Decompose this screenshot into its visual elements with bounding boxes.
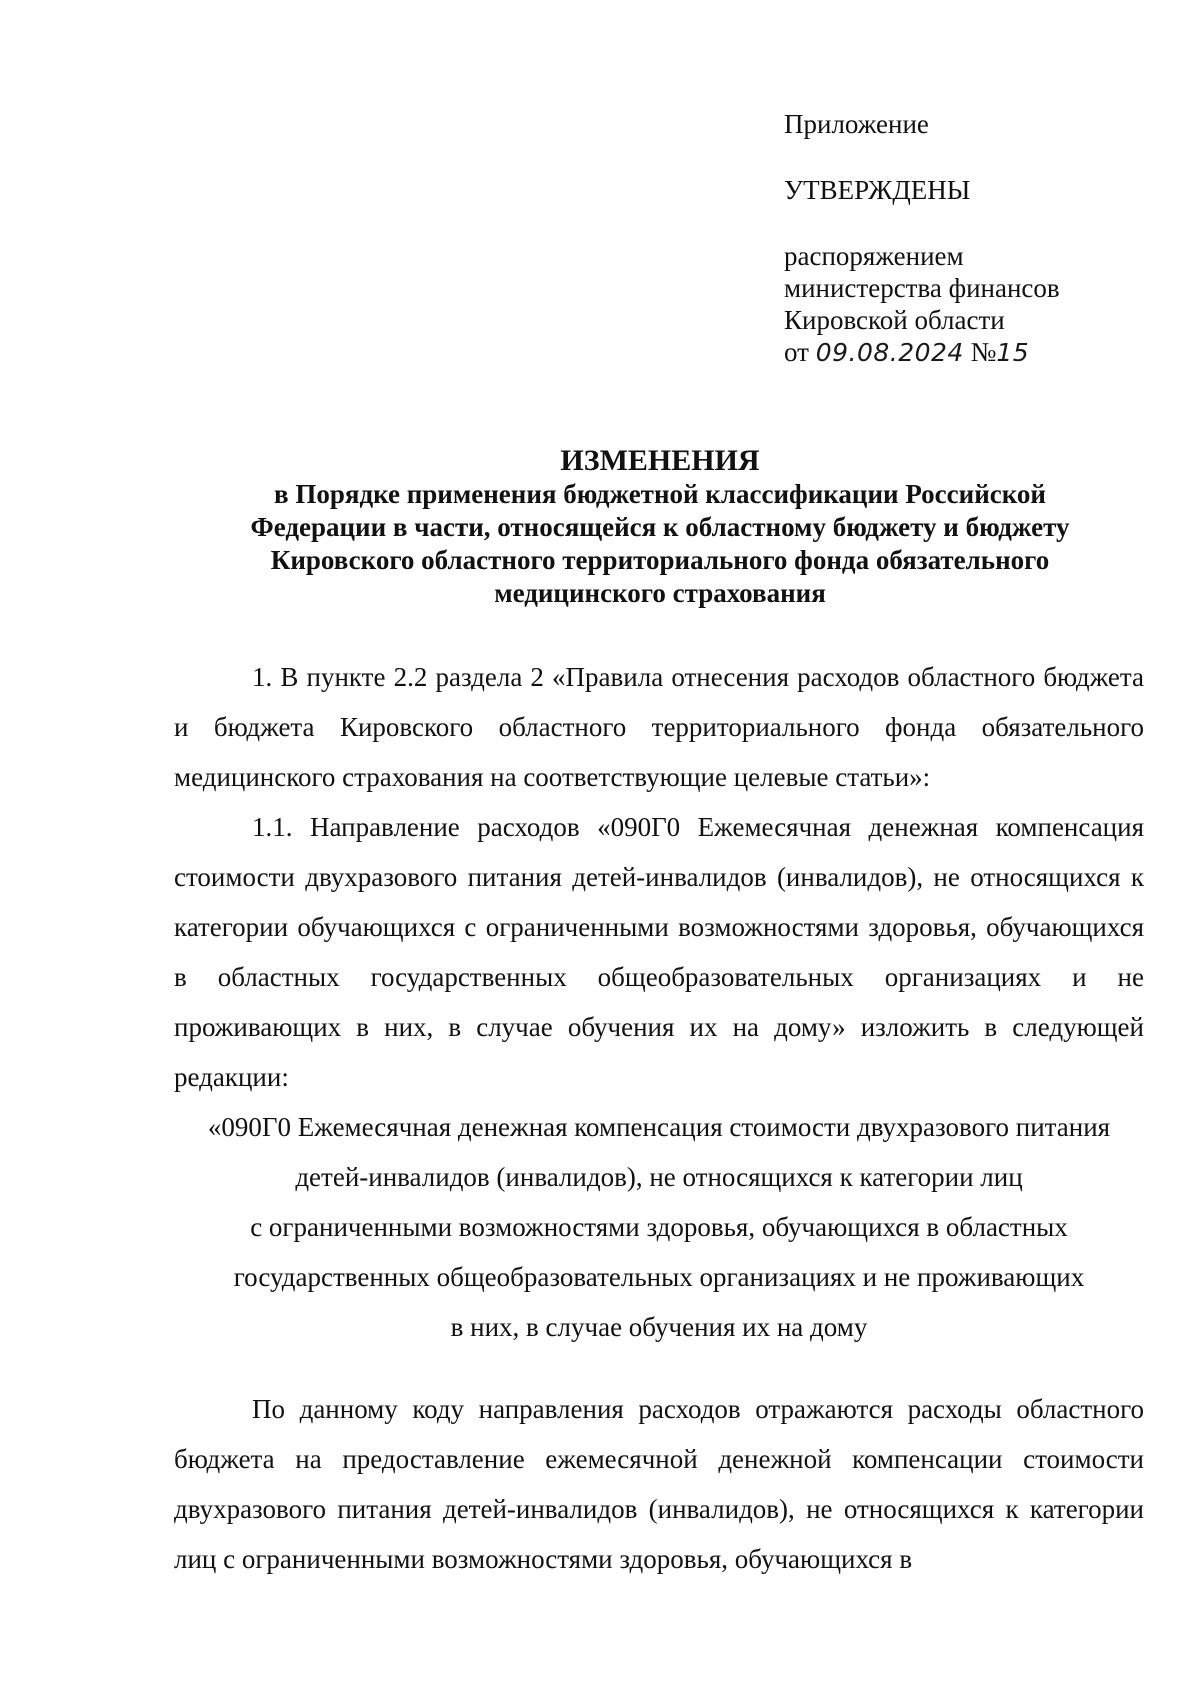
paragraph-1: 1. В пункте 2.2 раздела 2 «Правила отнесения расходов областного бюджета и бюджета Кировского областного территориального фонда обязательного медицинского страхования на соответствующие целевые статьи»: <box>174 662 1144 792</box>
approved-by <box>784 240 1060 336</box>
quote-line: детей-инвалидов (инвалидов), не относящихся к категории лиц <box>295 1162 1023 1192</box>
quote-line: «090Г0 Ежемесячная денежная компенсация стоимости двухразового питания <box>207 1112 1111 1142</box>
quote-line: государственных общеобразовательных организациях и не проживающих <box>233 1262 1085 1292</box>
title-line: Кировского областного территориального фонда обязательного <box>270 545 1050 575</box>
title-main: ИЗМЕНЕНИЯ <box>560 444 760 477</box>
quoted-code-title <box>174 1102 1144 1352</box>
number-prefix: № <box>970 337 997 367</box>
spacer <box>174 1352 1144 1384</box>
approved-by-line: распоряжением <box>784 241 964 271</box>
handwritten-date: 09.08.2024 <box>815 338 964 367</box>
approval-date-line <box>784 336 1029 369</box>
document-title <box>200 444 1120 610</box>
title-line: в Порядке применения бюджетной классификации Российской <box>273 479 1046 509</box>
document-body <box>174 652 1144 1584</box>
approved-by-line: министерства финансов <box>784 273 1060 303</box>
title-line: Федерации в части, относящейся к областному бюджету и бюджету <box>250 512 1070 542</box>
title-line: медицинского страхования <box>494 578 826 608</box>
date-prefix: от <box>784 337 809 367</box>
handwritten-number: 15 <box>996 338 1030 367</box>
paragraph-description: По данному коду направления расходов отражаются расходы областного бюджета на предоставление ежемесячной денежной компенсации стоимости двухразового питания детей-инвалидов (инвалидов), не относящихся к категории лиц с ограниченными возможностями здоровья, обучающихся в <box>174 1394 1144 1574</box>
paragraph-1-1: 1.1. Направление расходов «090Г0 Ежемесячная денежная компенсация стоимости двухразового питания детей-инвалидов (инвалидов), не относящихся к категории обучающихся с ограниченными возможностями здоровья, обучающихся в областных государственных общеобразовательных организациях и не проживающих в них, в случае обучения их на дому» изложить в следующей редакции: <box>174 812 1144 1092</box>
quote-line: с ограниченными возможностями здоровья, обучающихся в областных <box>250 1212 1068 1242</box>
approved-by-line: Кировской области <box>784 305 1005 335</box>
appendix-label: Приложение <box>784 109 929 139</box>
quote-line: в них, в случае обучения их на дому <box>450 1312 868 1342</box>
approved-label: УТВЕРЖДЕНЫ <box>784 175 971 205</box>
